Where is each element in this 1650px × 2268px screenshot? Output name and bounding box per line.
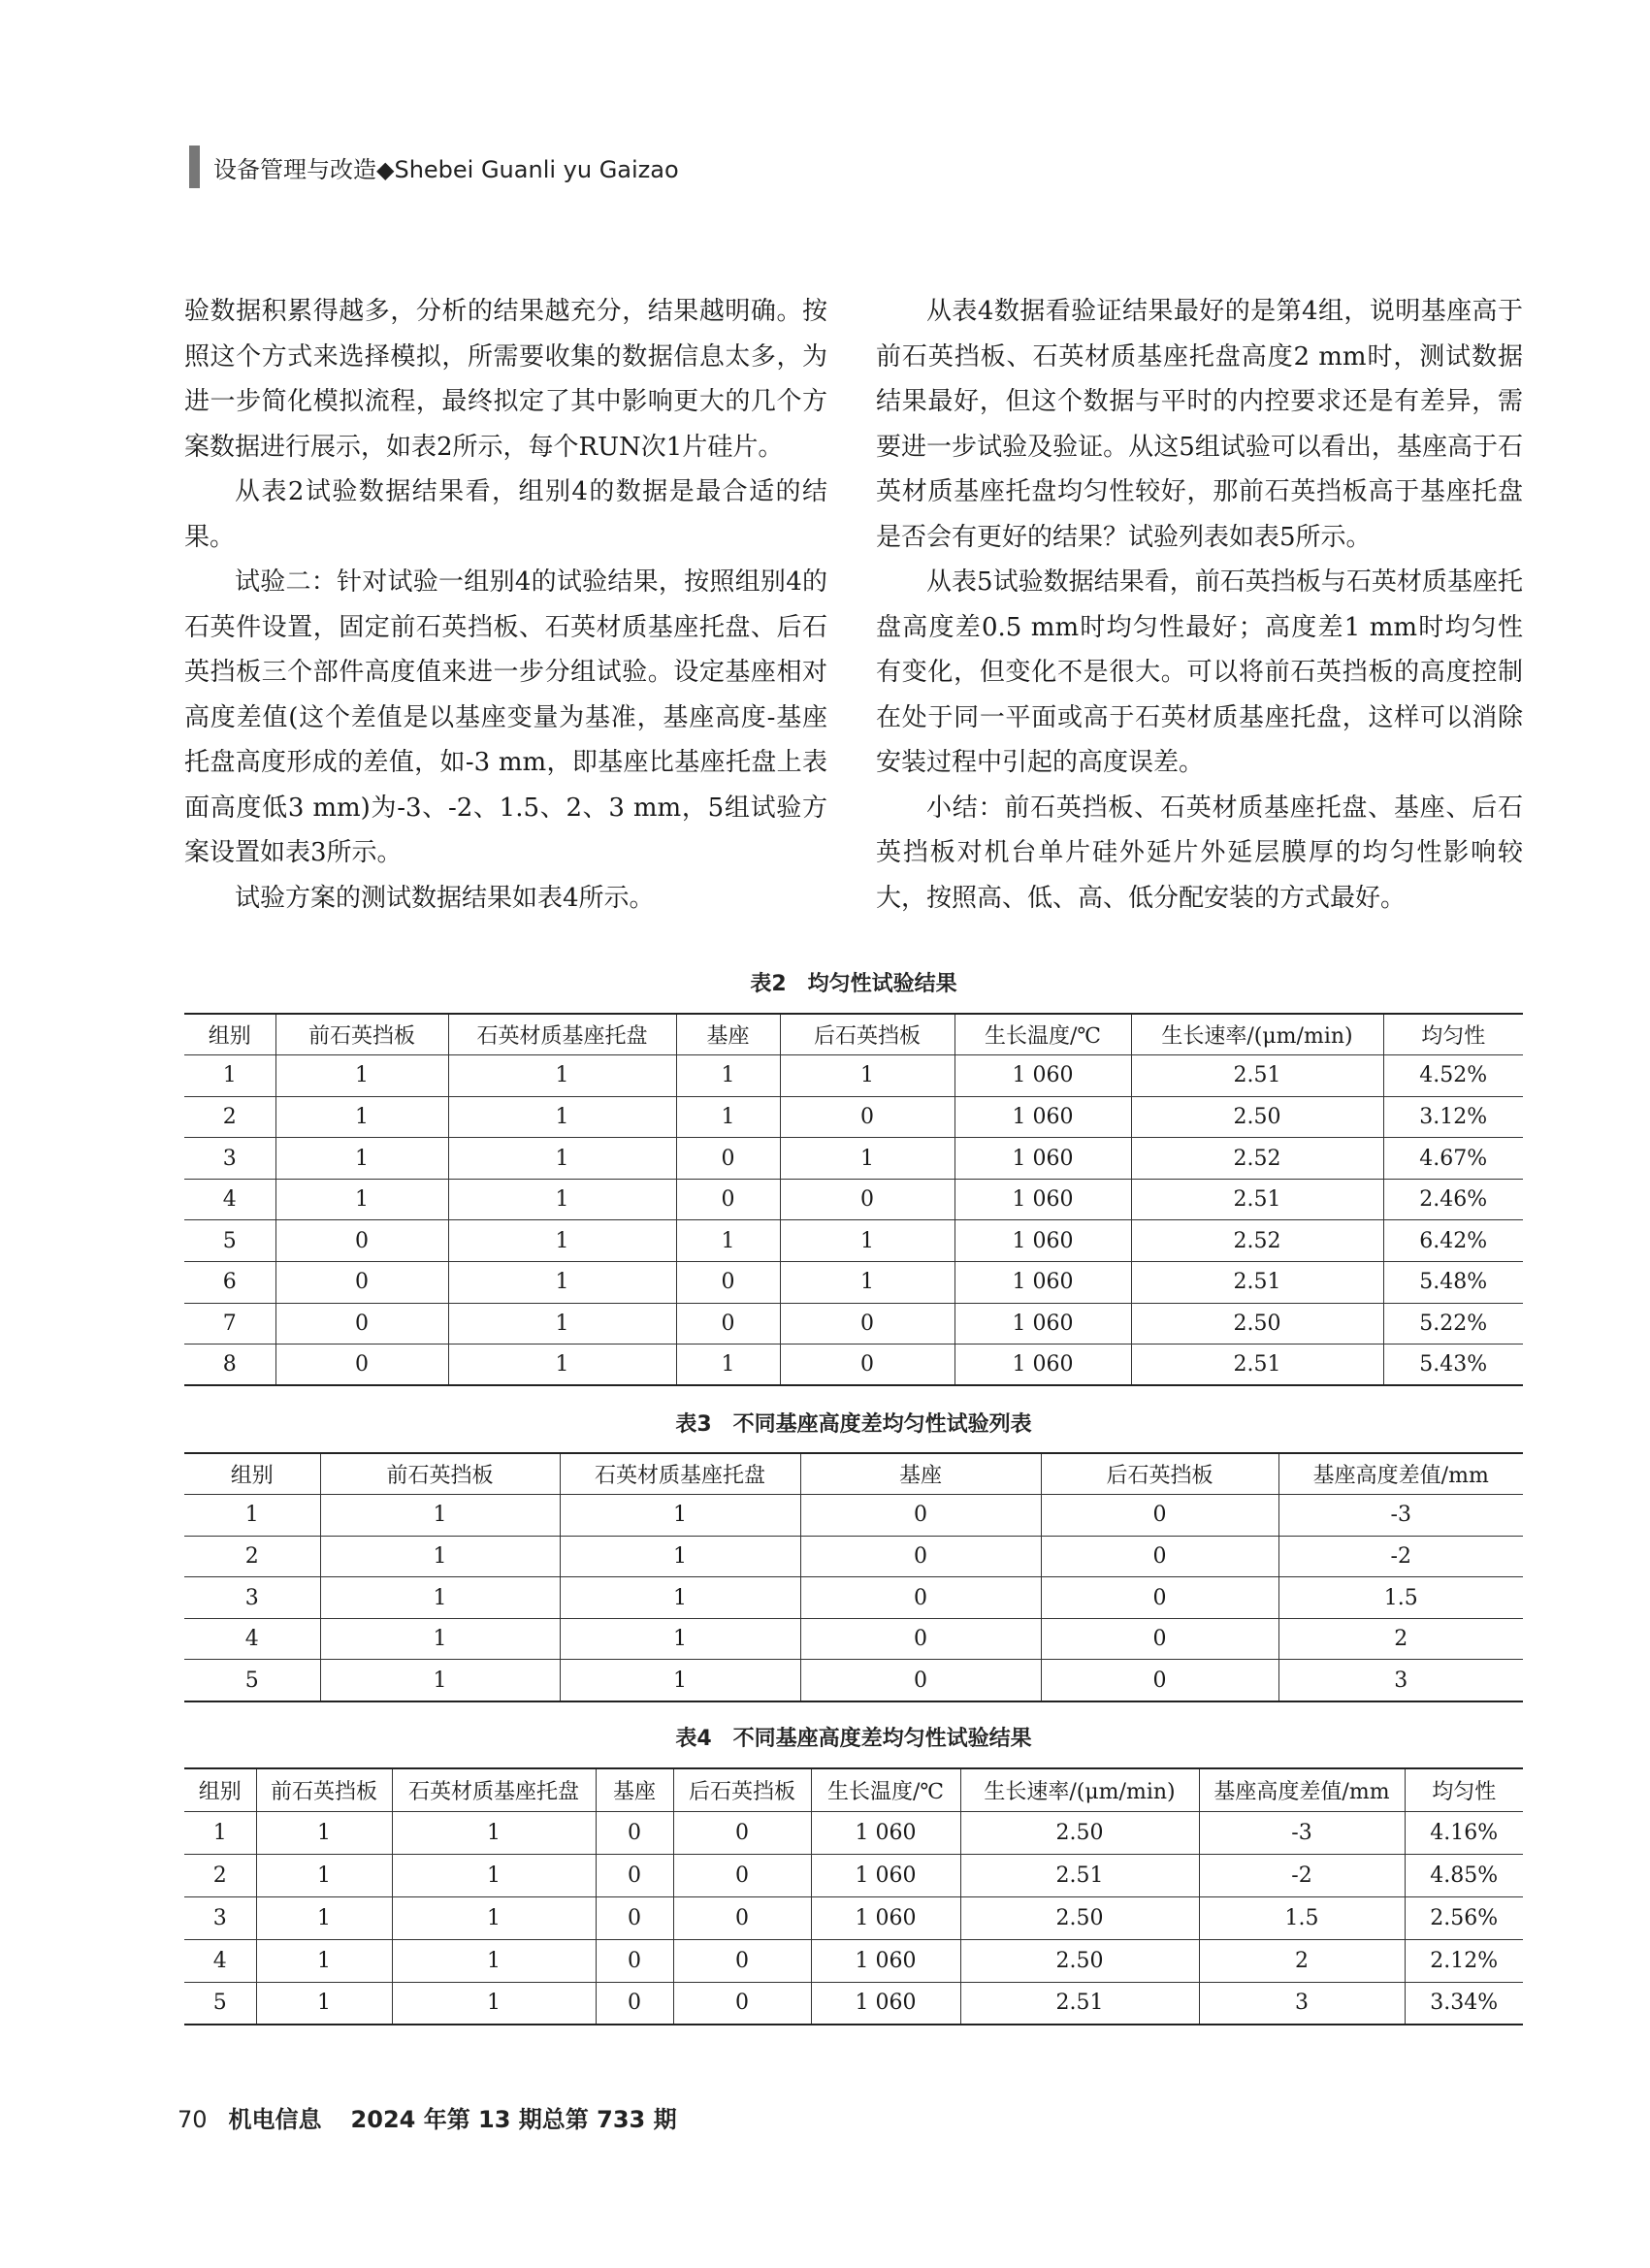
table-row xyxy=(184,1811,1523,1854)
table-cell: 2 xyxy=(1278,1618,1523,1660)
table-cell: 1 060 xyxy=(954,1179,1131,1220)
column-header: 生长速率/(μm/min) xyxy=(1131,1014,1383,1055)
table3 xyxy=(184,1452,1523,1702)
table-cell: 0 xyxy=(673,1854,811,1896)
table-cell: 2.51 xyxy=(1131,1262,1383,1304)
left-column xyxy=(184,289,827,921)
table2 xyxy=(184,1013,1523,1386)
table-cell: 0 xyxy=(596,1811,673,1854)
table-cell: 1 xyxy=(560,1495,800,1537)
table-cell: 1 xyxy=(184,1495,320,1537)
table-cell: 0 xyxy=(673,1939,811,1982)
table-cell: 0 xyxy=(673,1982,811,2025)
table-cell: 1 xyxy=(448,1138,676,1180)
table-cell: 2.50 xyxy=(960,1939,1199,1982)
table-header-row xyxy=(184,1768,1523,1811)
table-cell: 0 xyxy=(596,1982,673,2025)
column-header: 石英材质基座托盘 xyxy=(560,1453,800,1495)
right-column xyxy=(876,289,1523,921)
table4-caption: 表4 不同基座高度差均匀性试验结果 xyxy=(675,1727,1032,1751)
table-row xyxy=(184,1982,1523,2025)
table-cell: 2.52 xyxy=(1131,1138,1383,1180)
table-cell: 5.43% xyxy=(1383,1345,1523,1386)
table-cell: 1 xyxy=(560,1536,800,1577)
table-cell: 0 xyxy=(673,1896,811,1939)
column-header: 基座 xyxy=(800,1453,1041,1495)
table-cell: 1 xyxy=(780,1262,954,1304)
table-cell: 1 xyxy=(676,1345,780,1386)
table-cell: 8 xyxy=(184,1345,275,1386)
table-cell: 1 060 xyxy=(811,1982,960,2025)
column-header: 组别 xyxy=(184,1014,275,1055)
table-row xyxy=(184,1055,1523,1097)
table-cell: 0 xyxy=(275,1345,448,1386)
table-cell: 2.50 xyxy=(960,1811,1199,1854)
table-cell: 1 xyxy=(780,1055,954,1097)
table-cell: 0 xyxy=(596,1854,673,1896)
paragraph: 验数据积累得越多，分析的结果越充分，结果越明确。按照这个方式来选择模拟，所需要收集的数据信息太多，为进一步简化模拟流程，最终拟定了其中影响更大的几个方案数据进行展示，如表2所示，每个RUN次1片硅片。 xyxy=(184,297,827,462)
table-cell: 2.56% xyxy=(1405,1896,1523,1939)
table-row xyxy=(184,1262,1523,1304)
table-cell: 3 xyxy=(184,1577,320,1619)
table-cell: 5 xyxy=(184,1660,320,1701)
table-cell: 1 xyxy=(560,1577,800,1619)
table-row xyxy=(184,1939,1523,1982)
table-row xyxy=(184,1096,1523,1138)
table2-caption: 表2 均匀性试验结果 xyxy=(750,972,957,996)
table-cell: 2.50 xyxy=(960,1896,1199,1939)
column-header: 基座高度差值/mm xyxy=(1199,1768,1405,1811)
column-header: 石英材质基座托盘 xyxy=(392,1768,596,1811)
table-cell: 1 060 xyxy=(954,1138,1131,1180)
table-cell: 7 xyxy=(184,1303,275,1345)
column-header: 前石英挡板 xyxy=(256,1768,392,1811)
table-cell: 0 xyxy=(780,1303,954,1345)
column-header: 前石英挡板 xyxy=(275,1014,448,1055)
table-cell: 1 xyxy=(184,1811,256,1854)
table-row xyxy=(184,1220,1523,1262)
table-cell: 1 xyxy=(448,1055,676,1097)
table-cell: 1 xyxy=(256,1854,392,1896)
paragraph: 试验二：针对试验一组别4的试验结果，按照组别4的石英件设置，固定前石英挡板、石英材质基座托盘、后石英挡板三个部件高度值来进一步分组试验。设定基座相对高度差值(这个差值是以基座变量为基准，基座高度-基座托盘高度形成的差值，如-3 mm，即基座比基座托盘上表面高度低3 mm)为-3、-2、1.5、2、3 mm，5组试验方案设置如表3所示。 xyxy=(184,567,827,867)
column-header: 组别 xyxy=(184,1768,256,1811)
table-row xyxy=(184,1577,1523,1619)
table-cell: 1 xyxy=(448,1345,676,1386)
table-cell: 1 xyxy=(392,1811,596,1854)
table-cell: -3 xyxy=(1199,1811,1405,1854)
table-cell: 2 xyxy=(184,1854,256,1896)
table-cell: 0 xyxy=(596,1896,673,1939)
table-cell: 0 xyxy=(800,1618,1041,1660)
table-cell: 1 xyxy=(275,1138,448,1180)
table-cell: 1 xyxy=(275,1179,448,1220)
table-cell: 0 xyxy=(275,1220,448,1262)
table-cell: 0 xyxy=(1041,1577,1278,1619)
table-cell: 0 xyxy=(800,1536,1041,1577)
table-cell: 1 xyxy=(560,1618,800,1660)
paragraph: 从表4数据看验证结果最好的是第4组，说明基座高于前石英挡板、石英材质基座托盘高度2 mm时，测试数据结果最好，但这个数据与平时的内控要求还是有差异，需要进一步试验及验证。从这5组试验可以看出，基座高于石英材质基座托盘均匀性较好，那前石英挡板高于基座托盘是否会有更好的结果？试验列表如表5所示。 xyxy=(876,297,1523,552)
table-row xyxy=(184,1138,1523,1180)
table-cell: 1 060 xyxy=(954,1303,1131,1345)
table-cell: 1 xyxy=(448,1220,676,1262)
table-cell: 1 xyxy=(320,1618,560,1660)
table-cell: 5.48% xyxy=(1383,1262,1523,1304)
table-cell: 1 xyxy=(448,1262,676,1304)
table-cell: 3 xyxy=(1278,1660,1523,1701)
table3-caption: 表3 不同基座高度差均匀性试验列表 xyxy=(675,1412,1032,1437)
table-cell: 1 xyxy=(275,1055,448,1097)
table-cell: 1 xyxy=(256,1896,392,1939)
table-cell: 4 xyxy=(184,1939,256,1982)
page-footer xyxy=(178,2100,677,2134)
table-cell: 0 xyxy=(596,1939,673,1982)
table-cell: 5 xyxy=(184,1982,256,2025)
table-row xyxy=(184,1345,1523,1386)
table-cell: 1 xyxy=(320,1660,560,1701)
table-row xyxy=(184,1854,1523,1896)
table-row xyxy=(184,1179,1523,1220)
table-cell: 1 xyxy=(560,1660,800,1701)
table-cell: 1 xyxy=(256,1811,392,1854)
table-cell: 0 xyxy=(1041,1660,1278,1701)
table-cell: 0 xyxy=(676,1179,780,1220)
table-cell: 2 xyxy=(184,1096,275,1138)
column-header: 基座 xyxy=(596,1768,673,1811)
column-header: 生长温度/℃ xyxy=(811,1768,960,1811)
table-cell: 1 xyxy=(448,1179,676,1220)
table-cell: 1 060 xyxy=(811,1939,960,1982)
column-header: 后石英挡板 xyxy=(780,1014,954,1055)
table-cell: 2.51 xyxy=(960,1854,1199,1896)
table-header-row xyxy=(184,1014,1523,1055)
table-cell: 0 xyxy=(1041,1495,1278,1537)
table-row xyxy=(184,1660,1523,1701)
table-cell: 2.46% xyxy=(1383,1179,1523,1220)
table-row xyxy=(184,1303,1523,1345)
table-header-row xyxy=(184,1453,1523,1495)
table-cell: 2.51 xyxy=(960,1982,1199,2025)
table-cell: 3 xyxy=(184,1896,256,1939)
table-cell: 4 xyxy=(184,1179,275,1220)
table-cell: 6 xyxy=(184,1262,275,1304)
table-cell: 0 xyxy=(800,1660,1041,1701)
table-cell: 1 xyxy=(392,1939,596,1982)
table-cell: 0 xyxy=(780,1096,954,1138)
journal-name: 机电信息 xyxy=(228,2106,322,2133)
table-cell: 0 xyxy=(780,1345,954,1386)
table-cell: 1 xyxy=(320,1536,560,1577)
table-cell: 5 xyxy=(184,1220,275,1262)
table-cell: 1 xyxy=(676,1055,780,1097)
table-cell: 1 xyxy=(392,1854,596,1896)
column-header: 石英材质基座托盘 xyxy=(448,1014,676,1055)
column-header: 前石英挡板 xyxy=(320,1453,560,1495)
column-header: 后石英挡板 xyxy=(1041,1453,1278,1495)
table-cell: 1 xyxy=(392,1896,596,1939)
table-cell: 4 xyxy=(184,1618,320,1660)
column-header: 均匀性 xyxy=(1405,1768,1523,1811)
header-bar xyxy=(189,146,200,188)
table-cell: 1.5 xyxy=(1199,1896,1405,1939)
paragraph: 从表5试验数据结果看，前石英挡板与石英材质基座托盘高度差0.5 mm时均匀性最好；高度差1 mm时均匀性有变化，但变化不是很大。可以将前石英挡板的高度控制在处于同一平面或高于石英材质基座托盘，这样可以消除安装过程中引起的高度误差。 xyxy=(876,567,1523,777)
table-cell: 0 xyxy=(1041,1536,1278,1577)
table-cell: 0 xyxy=(275,1262,448,1304)
table-cell: 1 xyxy=(256,1939,392,1982)
table-cell: 4.85% xyxy=(1405,1854,1523,1896)
table-cell: 1 xyxy=(392,1982,596,2025)
table-cell: 3.12% xyxy=(1383,1096,1523,1138)
paragraph: 试验方案的测试数据结果如表4所示。 xyxy=(235,883,655,913)
table-cell: 1.5 xyxy=(1278,1577,1523,1619)
table-cell: 2 xyxy=(1199,1939,1405,1982)
table-cell: 1 xyxy=(780,1138,954,1180)
table-cell: 1 xyxy=(448,1303,676,1345)
table4 xyxy=(184,1767,1523,2025)
header-title: 设备管理与改造◆Shebei Guanli yu Gaizao xyxy=(213,155,679,183)
column-header: 生长速率/(μm/min) xyxy=(960,1768,1199,1811)
table-cell: 1 060 xyxy=(954,1096,1131,1138)
table-cell: 1 060 xyxy=(954,1220,1131,1262)
table-cell: 0 xyxy=(800,1495,1041,1537)
table-cell: 2.12% xyxy=(1405,1939,1523,1982)
table-cell: -2 xyxy=(1199,1854,1405,1896)
table-cell: 1 xyxy=(256,1982,392,2025)
table-cell: -2 xyxy=(1278,1536,1523,1577)
table-row xyxy=(184,1618,1523,1660)
table-cell: 2 xyxy=(184,1536,320,1577)
table-cell: 0 xyxy=(676,1303,780,1345)
table-cell: 2.51 xyxy=(1131,1345,1383,1386)
table-cell: 1 060 xyxy=(954,1345,1131,1386)
table-cell: 0 xyxy=(676,1262,780,1304)
paragraph: 小结：前石英挡板、石英材质基座托盘、基座、后石英挡板对机台单片硅外延片外延层膜厚的均匀性影响较大，按照高、低、高、低分配安装的方式最好。 xyxy=(876,793,1523,913)
paragraph: 从表2试验数据结果看，组别4的数据是最合适的结果。 xyxy=(184,477,827,552)
column-header: 组别 xyxy=(184,1453,320,1495)
column-header: 基座高度差值/mm xyxy=(1278,1453,1523,1495)
table-cell: 1 xyxy=(676,1220,780,1262)
table-cell: 1 xyxy=(448,1096,676,1138)
table-cell: 3.34% xyxy=(1405,1982,1523,2025)
table-cell: 1 060 xyxy=(811,1811,960,1854)
table-cell: 1 xyxy=(780,1220,954,1262)
page-number: 70 xyxy=(178,2106,208,2133)
table-cell: 1 xyxy=(320,1495,560,1537)
table-cell: 2.52 xyxy=(1131,1220,1383,1262)
table-cell: 0 xyxy=(780,1179,954,1220)
table-cell: 2.51 xyxy=(1131,1055,1383,1097)
table-cell: -3 xyxy=(1278,1495,1523,1537)
table-cell: 1 xyxy=(320,1577,560,1619)
table-cell: 1 060 xyxy=(811,1896,960,1939)
table-cell: 4.67% xyxy=(1383,1138,1523,1180)
table-cell: 3 xyxy=(1199,1982,1405,2025)
table-cell: 4.16% xyxy=(1405,1811,1523,1854)
column-header: 后石英挡板 xyxy=(673,1768,811,1811)
table-cell: 1 xyxy=(275,1096,448,1138)
table-row xyxy=(184,1896,1523,1939)
table-cell: 1 xyxy=(184,1055,275,1097)
table-row xyxy=(184,1536,1523,1577)
table-cell: 2.50 xyxy=(1131,1303,1383,1345)
table-cell: 0 xyxy=(275,1303,448,1345)
issue-info: 2024 年第 13 期总第 733 期 xyxy=(350,2106,677,2133)
column-header: 均匀性 xyxy=(1383,1014,1523,1055)
table-cell: 1 060 xyxy=(954,1055,1131,1097)
running-header xyxy=(189,146,679,188)
table-cell: 1 060 xyxy=(811,1854,960,1896)
column-header: 基座 xyxy=(676,1014,780,1055)
table-row xyxy=(184,1495,1523,1537)
table-cell: 5.22% xyxy=(1383,1303,1523,1345)
table-cell: 1 xyxy=(676,1096,780,1138)
table-cell: 0 xyxy=(673,1811,811,1854)
table-cell: 1 060 xyxy=(954,1262,1131,1304)
table-cell: 2.50 xyxy=(1131,1096,1383,1138)
table-cell: 0 xyxy=(800,1577,1041,1619)
table-cell: 0 xyxy=(1041,1618,1278,1660)
table-cell: 4.52% xyxy=(1383,1055,1523,1097)
column-header: 生长温度/℃ xyxy=(954,1014,1131,1055)
table-cell: 3 xyxy=(184,1138,275,1180)
table-cell: 6.42% xyxy=(1383,1220,1523,1262)
table-cell: 0 xyxy=(676,1138,780,1180)
table-cell: 2.51 xyxy=(1131,1179,1383,1220)
